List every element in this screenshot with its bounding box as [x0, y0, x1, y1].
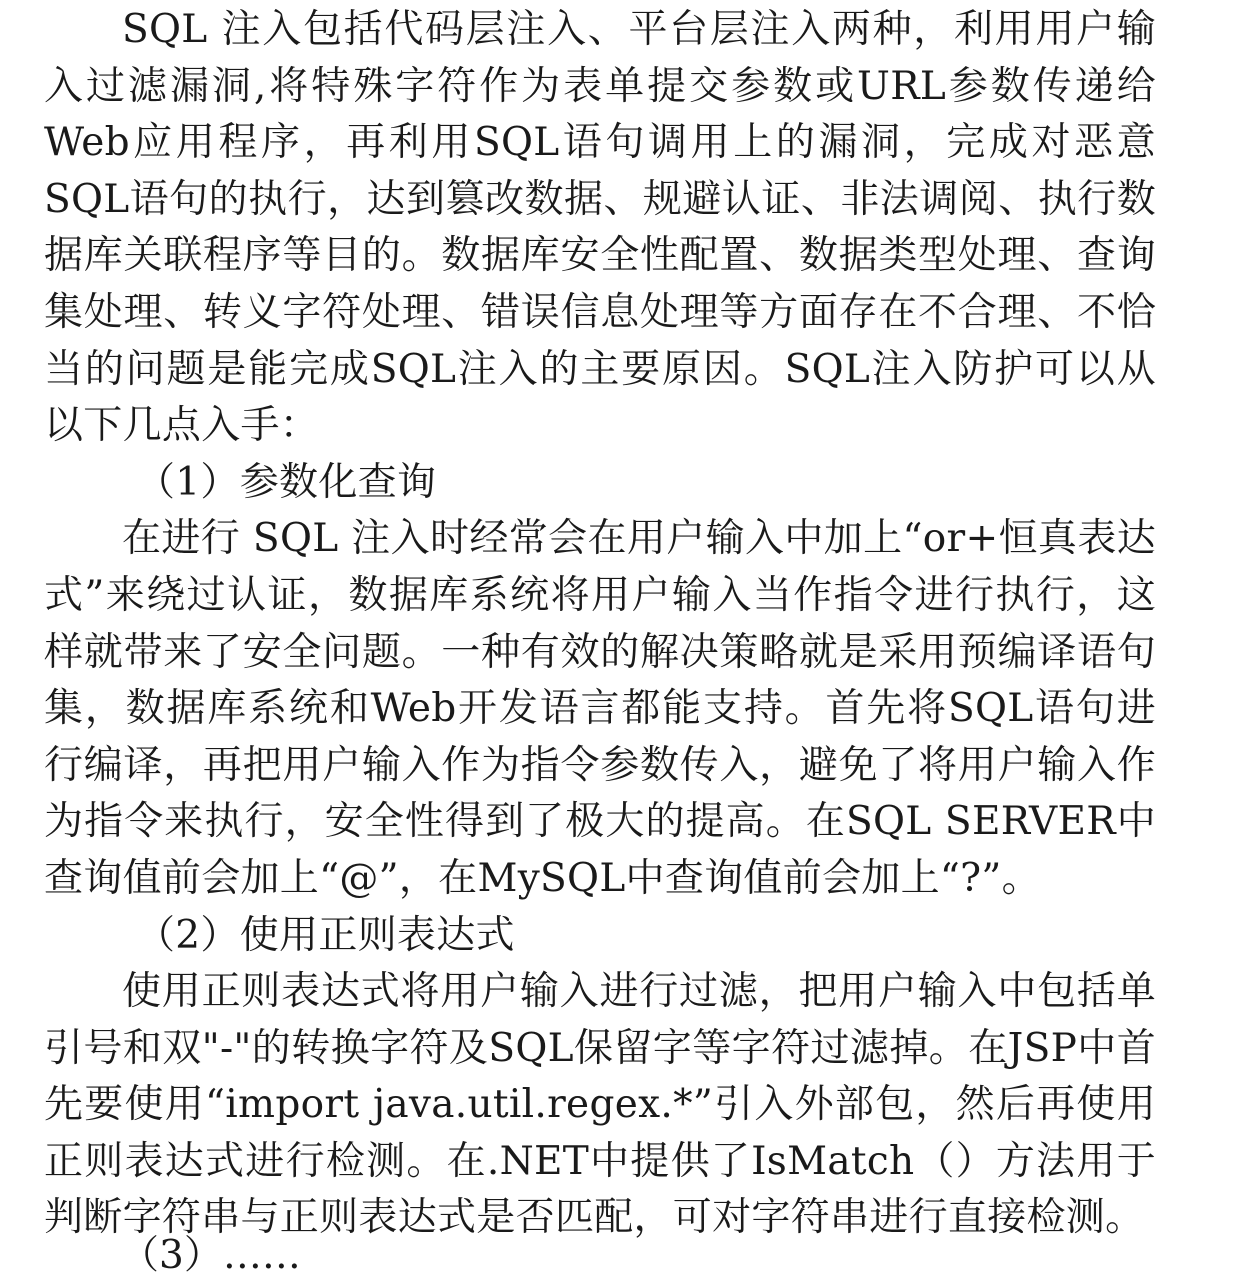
parameterized-query-paragraph: 在进行 SQL 注入时经常会在用户输入中加上“or+恒真表达式”来绕过认证，数据库系统将用户输入当作指令进行执行，这样就带来了安全问题。一种有效的解决策略就是采用预编译语句集，数据库系统和Web开发语言都能支持。首先将SQL语句进行编译，再把用户输入作为指令参数传入，避免了将用户输入作为指令来执行，安全性得到了极大的提高。在SQL SERVER中查询值前会加上“@”，在MySQL中查询值前会加上“?”。 — [44, 516, 1156, 901]
intro-paragraph: SQL 注入包括代码层注入、平台层注入两种，利用用户输入过滤漏洞,将特殊字符作为表单提交参数或URL参数传递给Web应用程序，再利用SQL语句调用上的漏洞，完成对恶意SQL语句的执行，达到篡改数据、规避认证、非法调阅、执行数据库关联程序等目的。数据库安全性配置、数据类型处理、查询集处理、转义字符处理、错误信息处理等方面存在不合理、不恰当的问题是能完成SQL注入的主要原因。SQL注入防护可以从以下几点入手： — [44, 7, 1156, 449]
section-heading-regex: （2）使用正则表达式 — [136, 912, 515, 958]
regex-paragraph: 使用正则表达式将用户输入进行过滤，把用户输入中包括单引号和双"-"的转换字符及SQL保留字等字符过滤掉。在JSP中首先要使用“import java.util.regex.*”引入外部包，然后再使用正则表达式进行检测。在.NET中提供了IsMatch（）方法用于判断字符串与正则表达式是否匹配，可对字符串进行直接检测。 — [44, 969, 1156, 1241]
section-heading-parameterized-query: （1）参数化查询 — [136, 459, 437, 505]
article-body — [44, 2, 1156, 1247]
cutoff-line: （3）…… — [120, 1233, 301, 1278]
